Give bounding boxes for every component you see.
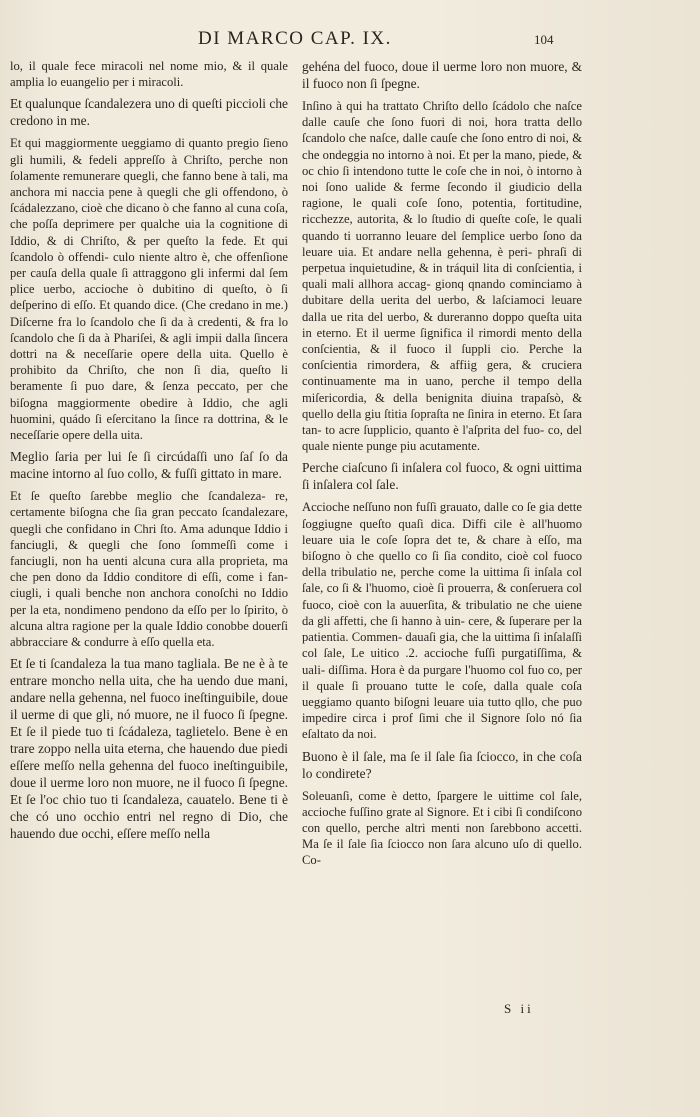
running-title: DI MARCO CAP. IX. <box>198 28 392 49</box>
commentary-paragraph: Accioche neſſuno non fuſſi grauato, dalle co ſe gia dette ſoggiugne queſto quaſi dica. Diffi cile è all'huomo leuare uia le coſe ſopra det te, & chare à eſſo, ma biſogno ò che quello co ſi ſia condito, cioè col fuoco della tribulatio ne, perche come la uittima ſi inſala col ſale, co ſi & l'huomo, cioè ſi prouerra, & conſeruera col fuoco, cioè con la auuerſita, & tribulatio ne che uiene da gli affetti, che ſi hanno à uin‑ cere, & ſuperare per la patientia. Commen‑ dauaſi gia, che la uittima ſi inſalaſſi col ſale, Le uitico .2. accioche fuſſi purgatiſſima, & uali‑ diſſima. Hora è da purgare l'huomo col fuo co, per il quale ſi prouano tutte le coſe, dalla quale coſa ueggiamo quanto biſogni leuare uia tutto qllo, che puo impedire circa i prof ſimi che il Signore ſolo nó ſia eſaltato da noi. <box>302 500 582 742</box>
scripture-verse: Perche ciaſcuno ſi inſalera col fuoco, & ogni uittima ſi inſalera col ſale. <box>302 460 582 493</box>
scripture-verse: Et qualunque ſcandalezera uno di queſti piccioli che credono in me. <box>10 96 288 129</box>
right-column <box>302 58 582 874</box>
commentary-paragraph: Et ſe queſto ſarebbe meglio che ſcandaleza‑ re, certamente biſogna che ſia gran peccato ſcandalezare, quegli che confidano in Chri ſto. Ama adunque Iddio i fanciugli, & quegli che ſono ſommeſſi come i fanciugli, non ha uenti alcuna cura alla proprieta, ma che pen dono da Iddio conditore di eſſi, come i fan‑ ciugli, i quali benche non anchora conoſchi no Iddio per la eta, nondimeno pendono da eſſo per lo ſpirito, ò alcuna altra ragione per la quale Iddio conobbe douerſi abbracciare & condurre à eſſo quella eta. <box>10 489 288 650</box>
left-column <box>10 58 288 848</box>
signature-mark: S ii <box>504 1001 534 1016</box>
commentary-paragraph: Et qui maggiormente ueggiamo di quanto pregio ſieno gli humili, & fedeli appreſſo à Chriſto, perche non ſolamente remunerare quegli, che fanno bene à tali, ma anchora mi naccia pene à quegli che gli offendono, ò ſcádalezzano, cioè che dicano ò che fanno al cuna coſa, che poſſa deprimere per qualche uia la cognitione di Iddio, & di Chriſto, & per queſto la fede. Et qui ſcandolo ò offendi‑ culo niente altro è, che offenſione per cauſa della quale ſi attraggono gli infermi dal ſem plice uerbo, accioche ò dubitino di queſto, ò ſi deſperino di eſſo. Et quando dice. (Che credano in me.) Diſcerne fra lo ſcandolo che ſi da à credenti, & fra lo ſcandolo che ſi da à Phariſei, & agli impii dalla ſincera dottri na & neceſſarie opere della uita. Quello è prohibito da Chriſto, che non ſi dia, queſto li beramente ſi puo dare, & ſenza peccato, per che biſogna maggiormente obedire à Iddio, che agli huomini, quádo ſi eſercitano la ſince ra dottrina, & le neceſſarie opere della uita. <box>10 136 288 443</box>
scripture-verse: Buono è il ſale, ma ſe il ſale ſia ſciocco, in che coſa lo condirete? <box>302 748 582 781</box>
scripture-verse: gehéna del fuoco, doue il uerme loro non muore, & il fuoco non ſi ſpegne. <box>302 59 582 91</box>
page-header <box>0 28 700 52</box>
folio-number: 104 <box>534 32 554 47</box>
scripture-verse: Et ſe ti ſcandaleza la tua mano tagliala. Be ne è à te entrare moncho nella uita, che ha uendo due mani, andare nella gehenna, nel fuoco ineſtinguibile, doue il uerme di que gli, nó muore, ne il fuoco ſi ſpegne. Et ſe il piede tuo ti ſcádaleza, taglietelo. Bene è en trare zoppo nella uita eterna, che hauendo due piedi eſſere meſſo nella gehenna del fuoco ineſtinguibile, doue il uerme loro non muore, ne il fuoco ſi ſpegne. Et ſe l'oc chio tuo ti ſcandaleza, cauatelo. Bene ti è che có uno occhio entri nel regno di Dio, che hauendo due occhi, eſſere meſſo nella <box>10 656 288 842</box>
scripture-verse: Meglio ſaria per lui ſe ſi circúdaſſi uno ſaſ ſo da macine intorno al ſuo collo, & fuſſi gittato in mare. <box>10 449 288 482</box>
commentary-paragraph: Soleuanſi, come è detto, ſpargere le uittime col ſale, accioche fuſſino grate al Signore. Et i cibi ſi condiſcono con quello, perche altri menti non ſarebbono accetti. Ma ſe il ſale ſia ſciocco non ſara alcuno uſo di quello. Co‑ <box>302 788 582 868</box>
commentary-paragraph: Inſino à qui ha trattato Chriſto dello ſcádolo che naſce dalle cauſe che ſono fuori di noi, hora tratta dello ſcandolo che naſce, dalle cauſe che ſono entro di noi, & che ondeggia no intorno à noi. Et per la mano, piede, & oc chio ſi intendono tutte le coſe che in noi, ò intorno à noi ſono ualide & ferme ſecondo il giudicio della ragione, le quali coſe ſono, potentia, fortitudine, ricchezze, autorita, & lo ſtudio di queſte coſe, le quali quando ti uorranno leuare del ſemplice uerbo ſono da leuare uia. Et andare nella gehenna, è peri‑ phraſi di perpetua inquietudine, & in tráquil lita di conſcientia, i quali mali allhora accag‑ gionq qnando cominciamo à dubitare della uerita del uerbo, & laſciamoci leuare dalla ue rita del uerbo, & dureranno doppo queſta uita in eterno. Et il uerme ſignifica il rimordi mento della conſcientia, & il fuoco il ſuppli cio. Perche la conſcientia rimordera, & affiig gera, & cruciera continuamente ma in uano, perche il tempo della miſericordia, & della benignita diuina trapaſsò, & quello della giu ſtitia ſopraſta ne ſinira in eterno. Et ſara tan‑ to acre ſupplicio, quanto è l'aſprita del fuo‑ co, del quale niente punge piu acutamente. <box>302 99 582 454</box>
commentary-paragraph: lo, il quale fece miracoli nel nome mio, & il quale amplia lo euangelio per i miracoli. <box>10 59 288 90</box>
